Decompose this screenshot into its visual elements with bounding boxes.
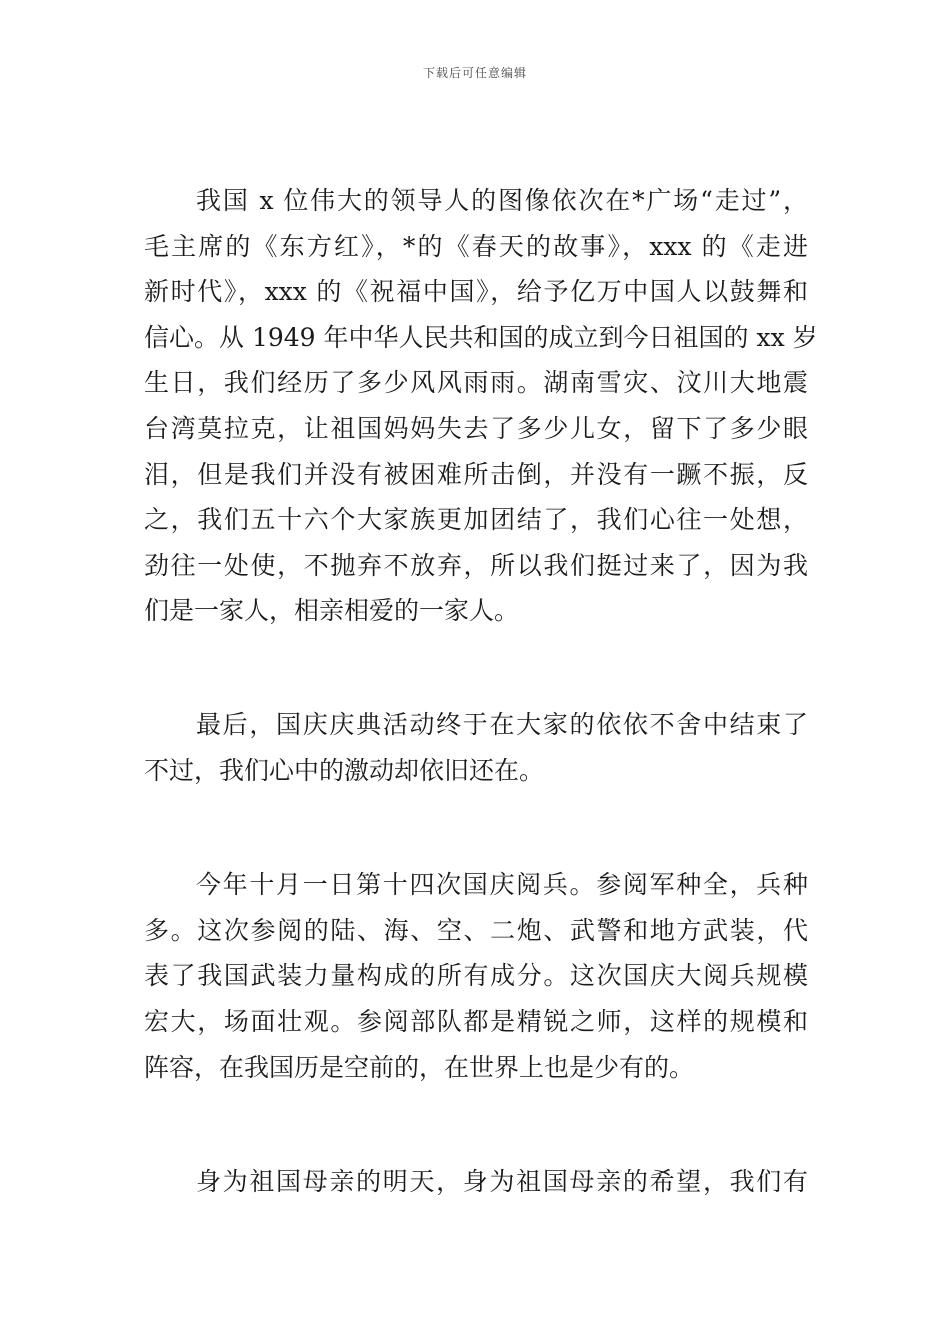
document-body — [144, 178, 818, 1205]
paragraph-line: 信心。从 1949 年中华人民共和国的成立到今日祖国的 xx 岁 — [144, 322, 818, 352]
paragraph-1 — [144, 178, 818, 634]
paragraph-line: 生日，我们经历了多少风风雨雨。湖南雪灾、汶川大地震 — [144, 368, 808, 398]
paragraph-line: 多。这次参阅的陆、海、空、二炮、武警和地方武装，代 — [144, 915, 808, 945]
paragraph-line: 不过，我们心中的激动却依旧还在。 — [144, 755, 545, 785]
paragraph-line: 阵容，在我国历是空前的，在世界上也是少有的。 — [144, 1052, 695, 1082]
paragraph-3 — [144, 862, 808, 1090]
paragraph-line: 表了我国武装力量构成的所有成分。这次国庆大阅兵规模 — [144, 961, 808, 991]
paragraph-line: 泪，但是我们并没有被困难所击倒，并没有一蹶不振，反 — [144, 459, 808, 489]
paragraph-line: 新时代》，xxx 的《祝福中国》，给予亿万中国人以鼓舞和 — [144, 277, 808, 307]
paragraph-line: 毛主席的《东方红》，*的《春天的故事》，xxx 的《走进 — [144, 231, 808, 261]
paragraph-line: 劲往一处使，不抛弃不放弃，所以我们挺过来了，因为我 — [144, 550, 808, 580]
paragraph-line: 身为祖国母亲的明天，身为祖国母亲的希望，我们有 — [196, 1167, 808, 1197]
paragraph-line: 今年十月一日第十四次国庆阅兵。参阅军种全，兵种 — [196, 870, 808, 900]
paragraph-line: 之，我们五十六个大家族更加团结了，我们心往一处想， — [144, 505, 808, 535]
paragraph-line: 宏大，场面壮观。参阅部队都是精锐之师，这样的规模和 — [144, 1006, 808, 1036]
paragraph-2 — [144, 702, 808, 793]
page-header: 下载后可任意编辑 — [422, 66, 527, 80]
paragraph-line: 台湾莫拉克，让祖国妈妈失去了多少儿女，留下了多少眼 — [144, 413, 808, 443]
paragraph-line: 我国 x 位伟大的领导人的图像依次在*广场“走过”， — [196, 186, 808, 215]
paragraph-line: 们是一家人，相亲相爱的一家人。 — [144, 596, 520, 626]
paragraph-line: 最后，国庆庆典活动终于在大家的依依不舍中结束了 — [196, 709, 808, 739]
paragraph-4 — [144, 1159, 808, 1205]
